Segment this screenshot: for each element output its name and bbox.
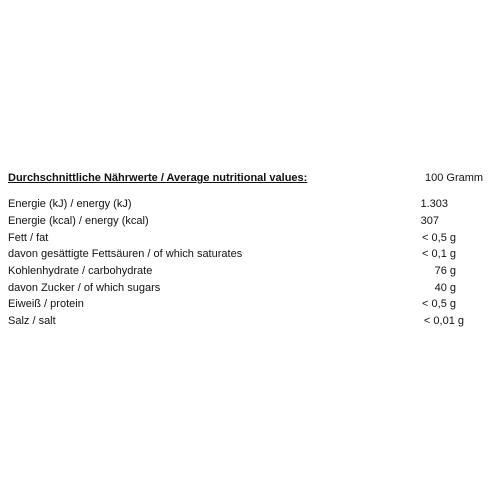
nutrient-row-fat — [8, 232, 492, 246]
nutrient-value: < 0,1 g — [422, 248, 456, 260]
nutrient-row-sugars — [8, 282, 492, 296]
nutrient-label: Kohlenhydrate / carbohydrate — [8, 265, 153, 277]
nutrient-label: Energie (kcal) / energy (kcal) — [8, 215, 149, 227]
table-title: Durchschnittliche Nährwerte / Average nutritional values: — [8, 172, 308, 184]
nutrient-row-carbohydrate — [8, 265, 492, 279]
nutrient-label: Salz / salt — [8, 315, 56, 327]
nutrient-label: Eiweiß / protein — [8, 298, 84, 310]
nutrient-label: Fett / fat — [8, 232, 49, 244]
nutrient-row-salt — [8, 315, 492, 329]
nutrient-row-energy-kj — [8, 198, 492, 212]
nutrient-value: 40 g — [434, 282, 456, 294]
nutrient-value: < 0,5 g — [422, 298, 456, 310]
nutrient-row-saturates — [8, 248, 492, 262]
nutrient-value: 307 — [420, 215, 439, 227]
nutrient-value: 1.303 — [420, 198, 448, 210]
nutrient-label: davon Zucker / of which sugars — [8, 282, 161, 294]
nutrient-value: < 0,01 g — [423, 315, 464, 327]
nutrient-label: davon gesättigte Fettsäuren / of which saturates — [8, 248, 243, 260]
nutrient-label: Energie (kJ) / energy (kJ) — [8, 198, 132, 210]
table-header — [8, 172, 492, 188]
nutrient-row-energy-kcal — [8, 215, 492, 229]
nutrient-row-protein — [8, 298, 492, 312]
column-header-per-100g: 100 Gramm — [425, 172, 484, 184]
nutrient-value: 76 g — [434, 265, 456, 277]
nutrient-value: < 0,5 g — [422, 232, 456, 244]
